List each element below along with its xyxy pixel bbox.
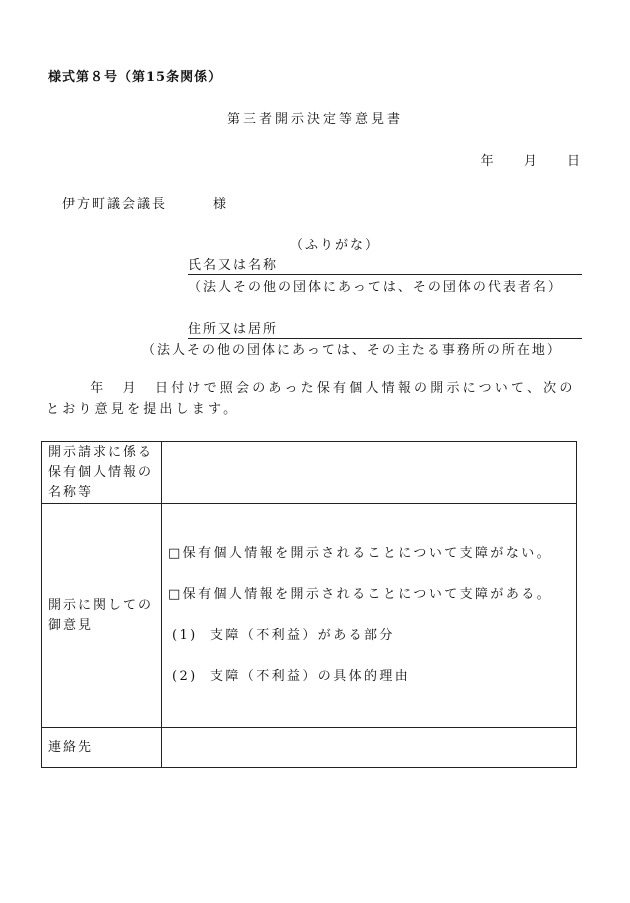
furigana-label: （ふりがな） — [290, 238, 381, 253]
addressee — [62, 193, 228, 212]
name-note: （法人その他の団体にあっては、その団体の代表者名） — [188, 280, 563, 295]
address-label: 住所又は居所 — [188, 322, 279, 337]
sub-item-part — [172, 626, 570, 646]
sub-item-reason — [172, 667, 570, 687]
name-field[interactable] — [188, 254, 582, 275]
address-note: （法人その他の団体にあっては、その主たる事務所の所在地） — [142, 343, 562, 358]
address-field[interactable] — [188, 318, 582, 339]
addressee-name: 伊方町議会議長 — [62, 197, 168, 212]
sub-item-number: (2) — [172, 669, 198, 684]
opinion-cell[interactable] — [162, 504, 577, 728]
sub-item-number: (1) — [172, 628, 198, 643]
row-label-info-name: 開示請求に係る保有個人情報の名称等 — [42, 442, 162, 504]
name-label: 氏名又は名称 — [188, 258, 279, 273]
form-number: 様式第８号（第15条関係） — [48, 70, 223, 85]
contact-cell[interactable] — [162, 728, 577, 768]
sub-item-text: 支障（不利益）がある部分 — [210, 628, 395, 643]
option-hindrance[interactable]: □保有個人情報を開示されることについて支障がある。 — [168, 587, 553, 602]
date-line — [455, 150, 580, 169]
row-label-opinion: 開示に関しての御意見 — [42, 504, 162, 728]
body-text: 年 月 日付けで照会のあった保有個人情報の開示について、次のとおり意見を提出します。 — [46, 381, 576, 417]
table-row — [42, 442, 577, 504]
info-name-cell[interactable] — [162, 442, 577, 504]
date-month: 月 — [523, 154, 537, 169]
document-title: 第三者開示決定等意見書 — [226, 112, 403, 127]
row-label-contact: 連絡先 — [42, 728, 162, 768]
date-day: 日 — [566, 154, 580, 169]
addressee-honorific: 様 — [213, 197, 229, 212]
option-no-hindrance[interactable]: □保有個人情報を開示されることについて支障がない。 — [168, 546, 553, 561]
sub-item-text: 支障（不利益）の具体的理由 — [210, 669, 411, 684]
table-row — [42, 504, 577, 728]
opinion-table — [41, 441, 577, 768]
date-year: 年 — [480, 154, 494, 169]
table-row — [42, 728, 577, 768]
